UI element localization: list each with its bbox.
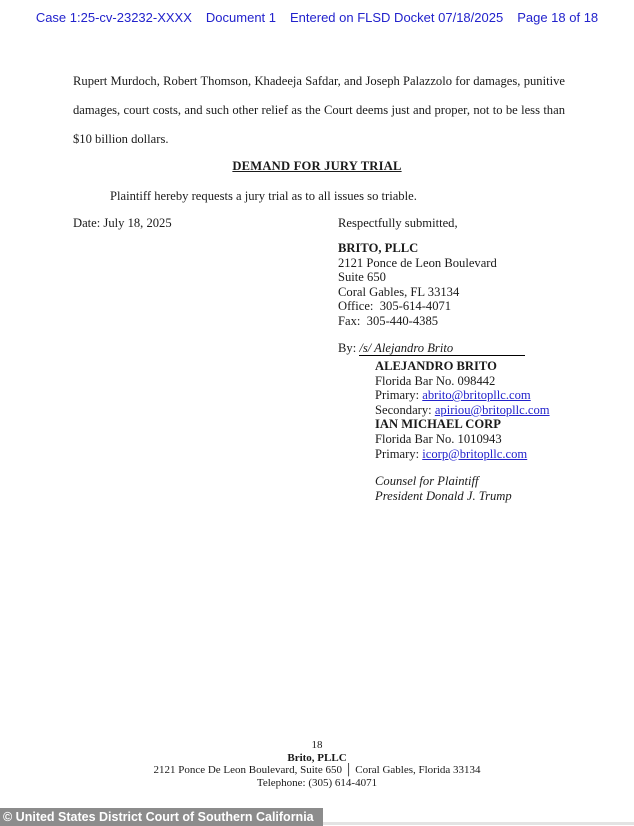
attorney-block [375,359,550,461]
attorney-primary-email-line [375,388,550,403]
attorney-name: ALEJANDRO BRITO [375,359,497,373]
copyright-watermark: © United States District Court of Southern California [0,808,323,826]
footer-address: 2121 Ponce De Leon Boulevard, Suite 650 │ Coral Gables, Florida 33134 [153,764,481,777]
footer-telephone: Telephone: (305) 614-4071 [256,777,378,790]
email-link[interactable]: abrito@britopllc.com [422,388,531,403]
docket-header [0,10,634,25]
footer-page-number: 18 [311,739,323,751]
firm-fax-line: Fax: 305-440-4385 [338,313,439,328]
case-number: Case 1:25-cv-23232-XXXX [35,10,192,25]
email-link[interactable]: apiriou@britopllc.com [434,402,550,417]
attorney-bar-number: Florida Bar No. 098442 [375,373,496,388]
body-paragraph: Rupert Murdoch, Robert Thomson, Khadeeja Safdar, and Joseph Palazzolo for damages, punitive damages, court costs, and such other relief as the Court deems just and proper, not to be less than $10 billion dollars. [73,74,565,146]
page-footer [0,739,634,790]
attorney-secondary-email-line [375,403,550,418]
counsel-for-line: Counsel for Plaintiff [375,474,479,488]
electronic-signature: /s/ Alejandro Brito [359,341,525,356]
section-heading-jury-trial: DEMAND FOR JURY TRIAL [232,159,402,173]
email-link[interactable]: icorp@britopllc.com [422,446,528,461]
attorney-name: IAN MICHAEL CORP [375,417,501,432]
attorney-bar-number: Florida Bar No. 1010943 [375,431,502,446]
firm-address-line: 2121 Ponce de Leon Boulevard [338,255,497,270]
email-label: Secondary: [375,402,435,417]
by-label: By: [338,341,357,355]
jury-request-line: Plaintiff hereby requests a jury trial as to all issues so triable. [110,189,417,203]
page-indicator: Page 18 of 18 [517,10,599,25]
attorney-primary-email-line [375,447,550,462]
email-label: Primary: [375,446,423,461]
counsel-block [375,474,512,503]
counsel-client-line: President Donald J. Trump [375,488,512,503]
document-number: Document 1 [205,10,276,25]
firm-address-line: Suite 650 [338,270,386,284]
firm-phone-line: Office: 305-614-4071 [338,299,452,313]
email-label: Primary: [375,388,423,403]
respectfully-submitted-line: Respectfully submitted, [338,216,458,230]
firm-address-line: Coral Gables, FL 33134 [338,284,460,299]
footer-firm-name: Brito, PLLC [287,751,347,764]
firm-name: BRITO, PLLC [338,241,419,255]
firm-address-block [338,241,497,328]
date-line: Date: July 18, 2025 [73,216,172,230]
signature-by-line [338,341,525,356]
docket-entry-date: Entered on FLSD Docket 07/18/2025 [290,10,504,25]
